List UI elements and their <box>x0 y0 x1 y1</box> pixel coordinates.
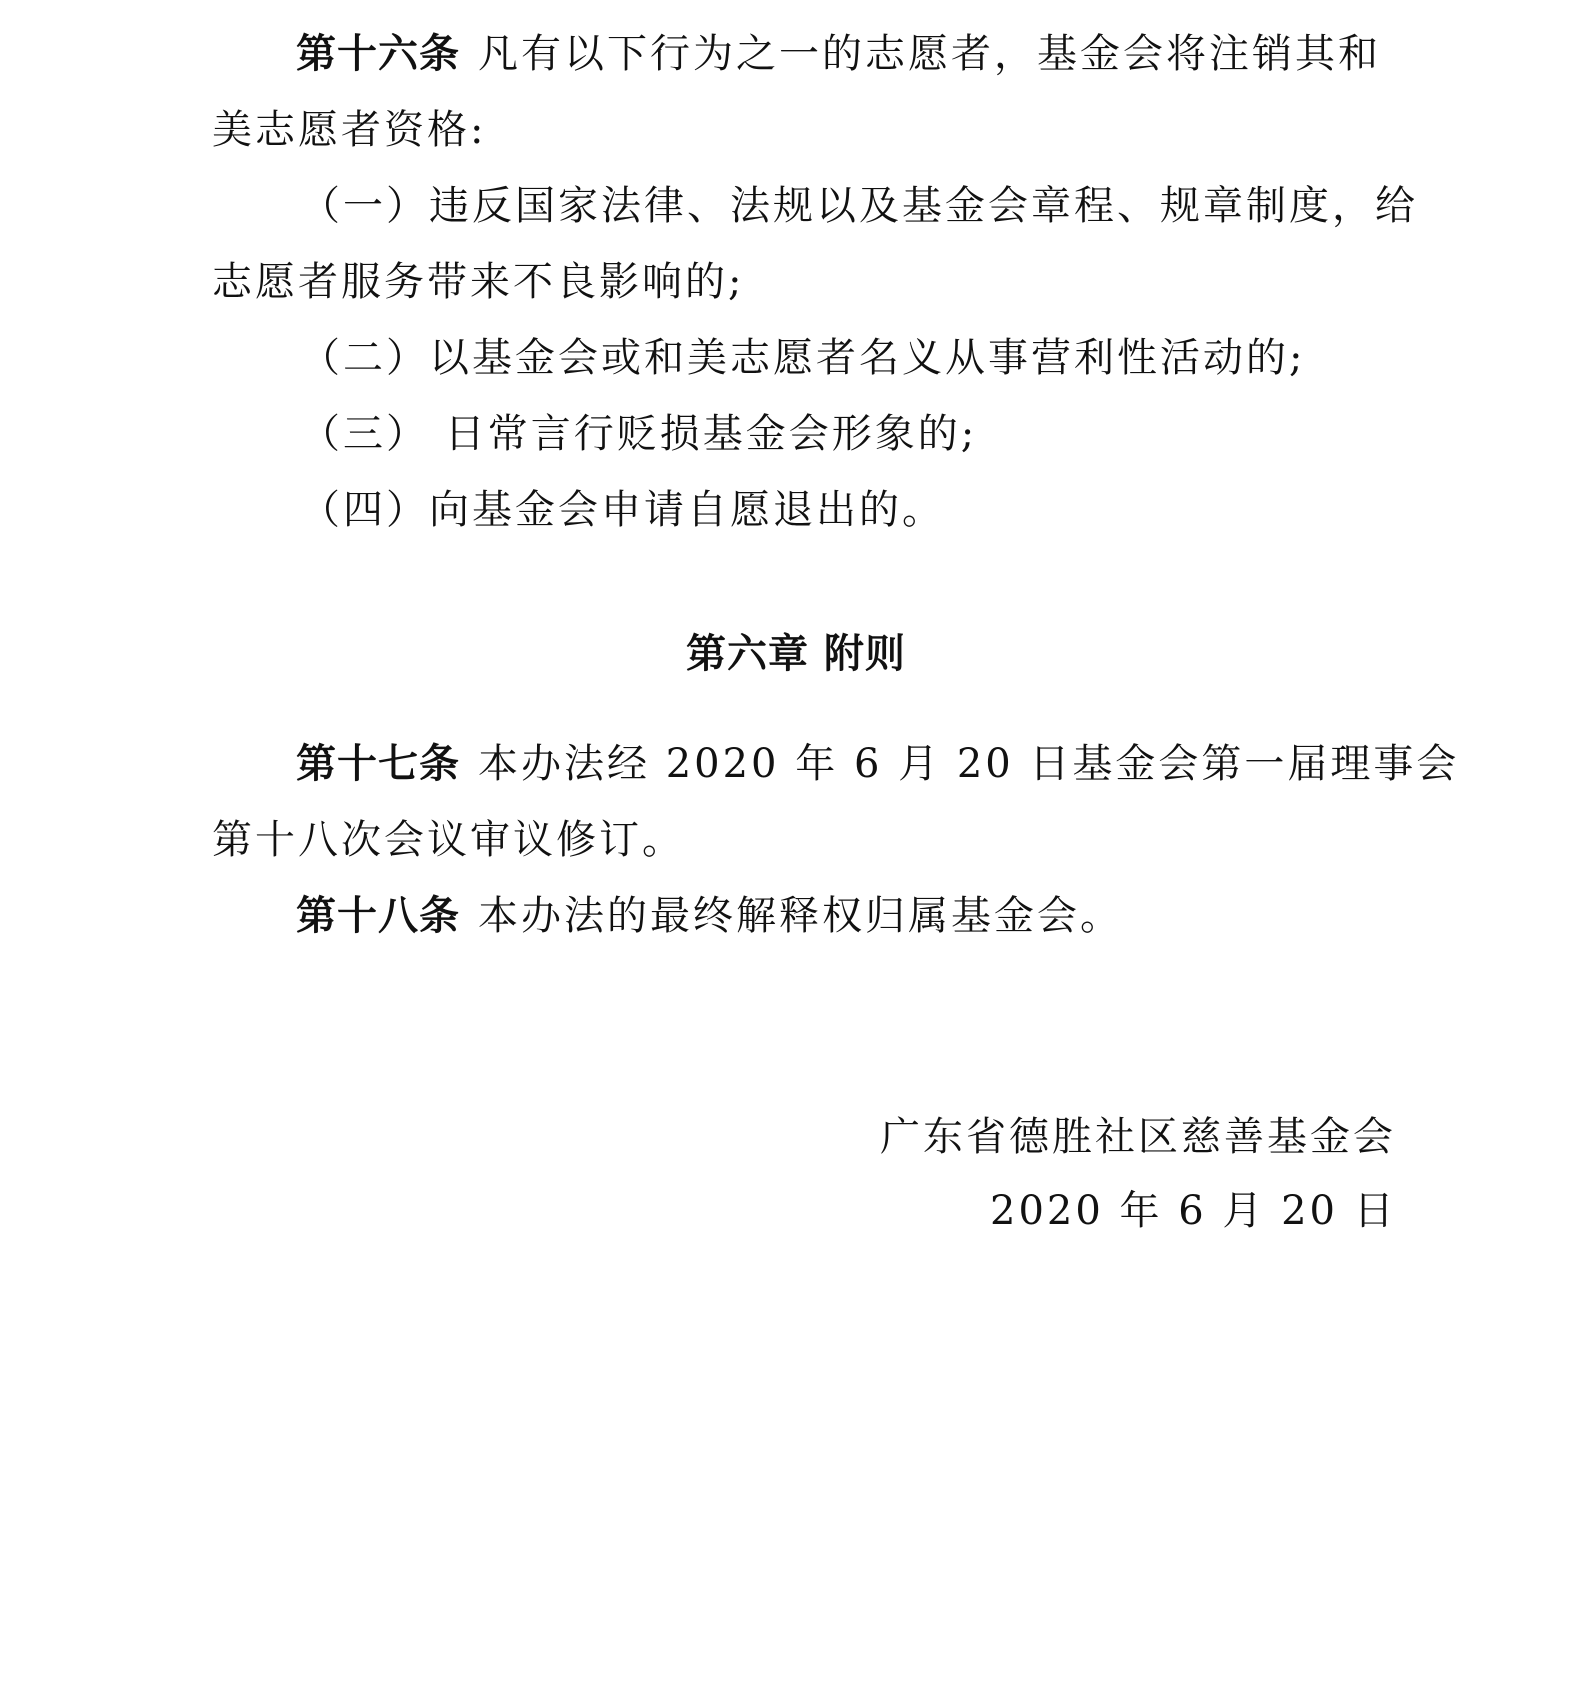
article-16-line-1 <box>296 30 1381 78</box>
article-18-label: 第十八条 <box>296 893 460 939</box>
article-16-line-2: 美志愿者资格: <box>212 107 487 153</box>
article-16-item-4: （四）向基金会申请自愿退出的。 <box>300 487 945 533</box>
chapter-6-heading: 第六章 附则 <box>686 631 906 677</box>
article-18-line-1 <box>296 892 1123 940</box>
article-16-item-1-line-2: 志愿者服务带来不良影响的; <box>212 259 745 305</box>
article-16-item-3: （三） 日常言行贬损基金会形象的; <box>300 411 978 457</box>
article-16-item-2: （二）以基金会或和美志愿者名义从事营利性活动的; <box>300 335 1306 381</box>
signature-organization: 广东省德胜社区慈善基金会 <box>880 1114 1396 1160</box>
signature-date: 2020 年 6 月 20 日 <box>990 1188 1397 1234</box>
article-17-line-2: 第十八次会议审议修订。 <box>212 817 685 863</box>
article-17-label: 第十七条 <box>296 741 460 787</box>
article-16-text-1: 凡有以下行为之一的志愿者，基金会将注销其和 <box>478 31 1381 77</box>
article-16-item-1-line-1: （一）违反国家法律、法规以及基金会章程、规章制度，给 <box>300 183 1418 229</box>
article-17-text-1: 本办法经 2020 年 6 月 20 日基金会第一届理事会 <box>478 741 1460 787</box>
article-16-label: 第十六条 <box>296 31 460 77</box>
article-17-line-1 <box>296 740 1459 788</box>
article-18-text-1: 本办法的最终解释权归属基金会。 <box>478 893 1123 939</box>
